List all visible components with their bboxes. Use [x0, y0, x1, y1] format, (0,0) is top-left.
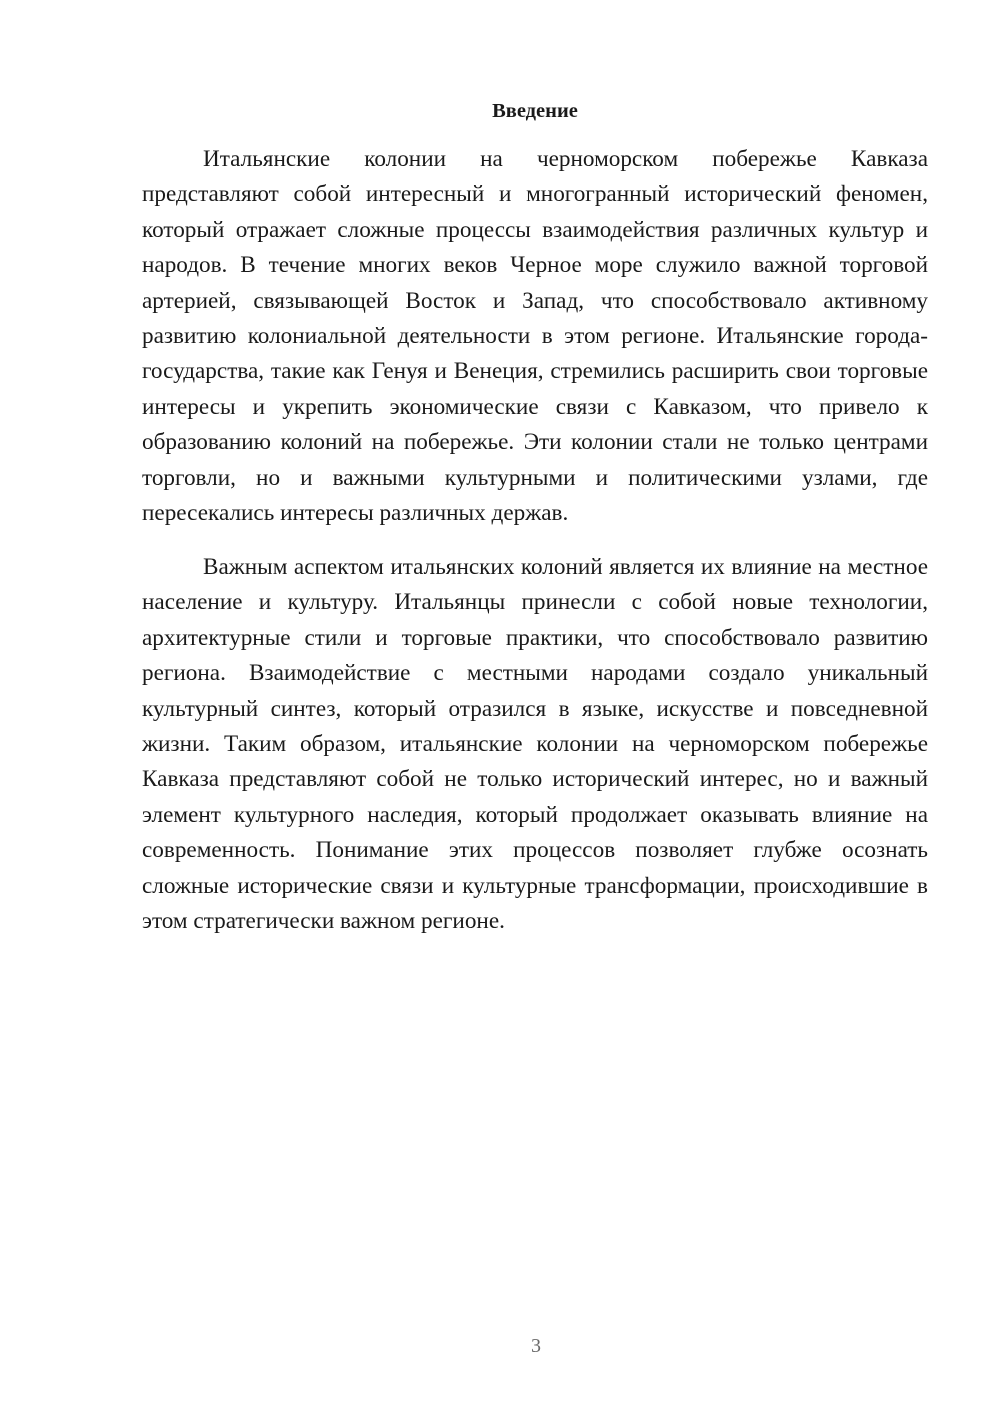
- page-number: 3: [531, 1335, 541, 1357]
- paragraph-2: Важным аспектом итальянских колоний является их влияние на местное население и культуру. Итальянцы принесли с собой новые технологии, архитектурные стили и торговые практики, что способствовало развитию региона. Взаимодействие с местными народами создало уникальный культурный синтез, который отразился в языке, искусстве и повседневной жизни. Таким образом, итальянские колонии на черноморском побережье Кавказа представляют собой не только исторический интерес, но и важный элемент культурного наследия, который продолжает оказывать влияние на современность. Понимание этих процессов позволяет глубже осознать сложные исторические связи и культурные трансформации, происходившие в этом стратегически важном регионе.: [142, 554, 928, 935]
- section-heading: Введение: [492, 100, 578, 122]
- paragraph-1: Итальянские колонии на черноморском побережье Кавказа представляют собой интересный и многогранный исторический феномен, который отражает сложные процессы взаимодействия различных культур и народов. В течение многих веков Черное море служило важной торговой артерией, связывающей Восток и Запад, что способствовало активному развитию колониальной деятельности в этом регионе. Итальянские города-государства, такие как Генуя и Венеция, стремились расширить свои торговые интересы и укрепить экономические связи с Кавказом, что привело к образованию колоний на побережье. Эти колонии стали не только центрами торговли, но и важными культурными и политическими узлами, где пересекались интересы различных держав.: [142, 146, 928, 527]
